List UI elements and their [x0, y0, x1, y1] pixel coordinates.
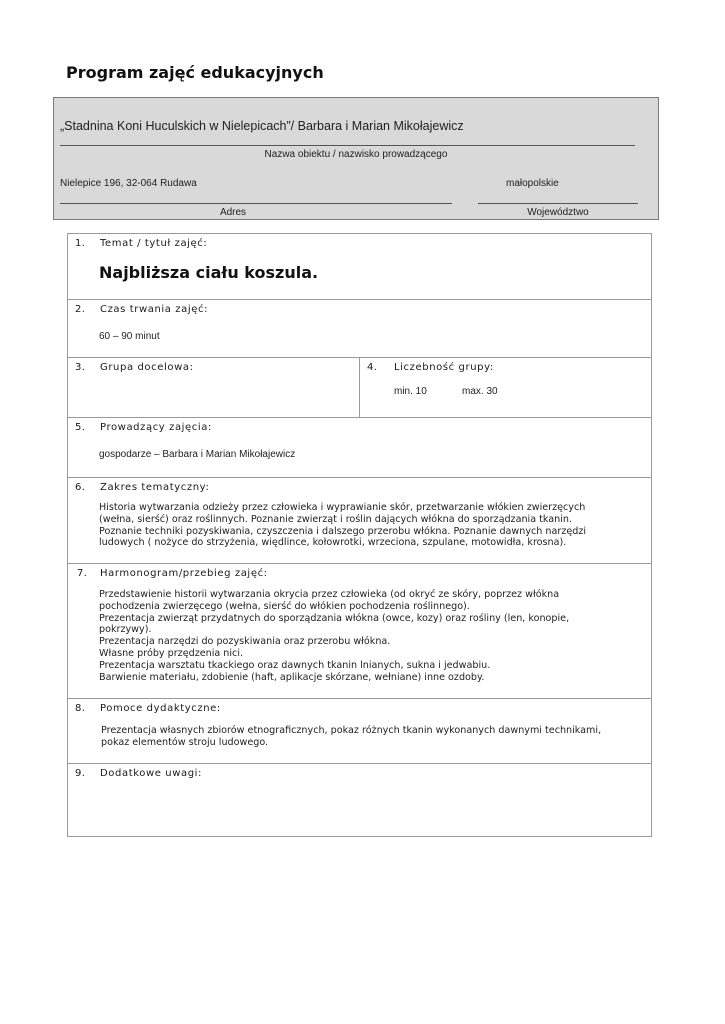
- section-notes: [68, 764, 651, 836]
- section-topic: [68, 234, 651, 300]
- schedule-line: Prezentacja narzędzi do pozyskiwania oraz przerobu włókna.: [99, 636, 391, 648]
- section-number: 1.: [75, 238, 86, 249]
- section-number: 9.: [75, 768, 86, 779]
- schedule-line: Prezentacja warsztatu tkackiego oraz dawnych tkanin lnianych, sukna i jedwabiu.: [99, 659, 491, 671]
- topic-title: Najbliższa ciału koszula.: [99, 263, 319, 282]
- section-label: Czas trwania zajęć:: [100, 304, 209, 315]
- facility-name-caption: Nazwa obiektu / nazwisko prowadzącego: [264, 149, 448, 160]
- section-number: 6.: [75, 482, 86, 493]
- address-caption: Adres: [219, 207, 247, 218]
- group-size-max: max. 30: [462, 386, 498, 397]
- aids-line: pokaz elementów stroju ludowego.: [101, 736, 269, 748]
- schedule-line: pokrzywy).: [99, 624, 152, 636]
- section-schedule: [68, 564, 651, 699]
- section-label: Dodatkowe uwagi:: [100, 768, 203, 779]
- region-caption: Województwo: [527, 207, 589, 218]
- section-scope: [68, 478, 651, 564]
- schedule-line: Własne próby przędzenia nici.: [99, 647, 244, 659]
- section-label: Grupa docelowa:: [100, 362, 194, 373]
- section-number: 3.: [75, 362, 86, 373]
- section-leader: [68, 418, 651, 478]
- scope-text: [99, 502, 641, 549]
- leader-value: gospodarze – Barbara i Marian Mikołajewicz: [99, 449, 296, 460]
- column-divider: [359, 358, 360, 417]
- section-number: 5.: [75, 422, 86, 433]
- scope-line: Poznanie techniki pozyskiwania, czyszczenia i dalszego przerobu włókna. Poznanie dawnych narzędzi: [99, 525, 587, 537]
- section-label: Pomoce dydaktyczne:: [100, 703, 221, 714]
- scope-line: Historia wytwarzania odzieży przez człowieka i wyprawianie skór, przetwarzanie włókien zwierzęcych: [99, 502, 586, 513]
- region-underline: [478, 203, 638, 204]
- schedule-line: Barwienie materiału, zdobienie (haft, aplikacje skórzane, wełniane) inne ozdoby.: [99, 671, 485, 683]
- section-label: Harmonogram/przebieg zajęć:: [100, 568, 268, 579]
- section-label: Temat / tytuł zajęć:: [100, 238, 208, 249]
- section-label: Zakres tematyczny:: [100, 482, 210, 493]
- section-number: 8.: [75, 703, 86, 714]
- section-group-row: [68, 358, 651, 418]
- schedule-line: pochodzenia zwierzęcego (wełna, sierść do włókien pochodzenia roślinnego).: [99, 600, 470, 612]
- schedule-line: Prezentacja zwierząt przydatnych do sporządzania włókna (owce, kozy) oraz rośliny (len, konopie,: [99, 612, 570, 624]
- region-value: małopolskie: [506, 178, 559, 189]
- facility-name: „Stadnina Koni Huculskich w Nielepicach”/ Barbara i Marian Mikołajewicz: [60, 119, 464, 133]
- section-aids: [68, 699, 651, 764]
- address-underline: [60, 203, 452, 204]
- address-value: Nielepice 196, 32-064 Rudawa: [60, 178, 197, 189]
- section-number: 2.: [75, 304, 86, 315]
- section-number: 7.: [77, 568, 88, 579]
- page-title: Program zajęć edukacyjnych: [66, 63, 324, 82]
- aids-text: [101, 725, 641, 749]
- scope-line: ludowych ( nożyce do strzyżenia, więdlince, kołowrotki, wrzeciona, szpulane, motowidła, krosna).: [99, 537, 567, 549]
- section-label: Prowadzący zajęcia:: [100, 422, 212, 433]
- section-number: 4.: [367, 362, 378, 373]
- aids-line: Prezentacja własnych zbiorów etnograficznych, pokaz różnych tkanin wykonanych dawnymi technikami,: [101, 725, 602, 736]
- duration-value: 60 – 90 minut: [99, 331, 160, 342]
- group-size-min: min. 10: [394, 386, 427, 397]
- scope-line: (wełna, sierść) oraz roślinnych. Poznanie zwierząt i roślin dających włókna do sporządzania tkanin.: [99, 513, 573, 525]
- schedule-line: Przedstawienie historii wytwarzania okrycia przez człowieka (od okryć ze skóry, poprzez włókna: [99, 589, 560, 600]
- schedule-text: [99, 589, 641, 683]
- section-label: Liczebność grupy:: [394, 362, 494, 373]
- facility-header-box: [53, 97, 659, 220]
- facility-name-underline: [60, 145, 635, 146]
- program-form: [67, 233, 652, 837]
- section-duration: [68, 300, 651, 358]
